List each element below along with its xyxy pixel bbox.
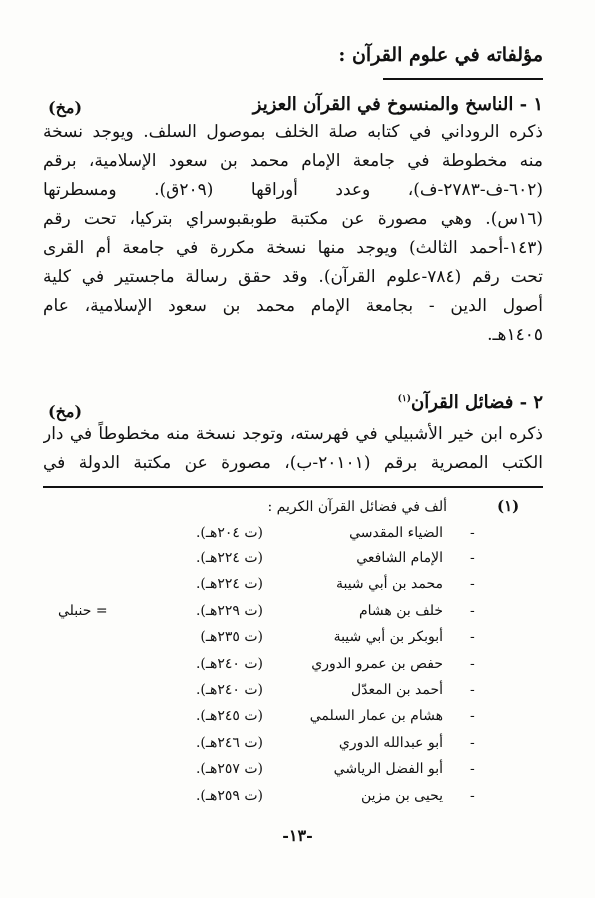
footnote-heading: ألف في فضائل القرآن الكريم :: [267, 499, 447, 515]
entry-name: أبو عبدالله الدوري: [338, 735, 443, 751]
item-2-manuscript-tag: (مخ): [48, 402, 83, 421]
entry-dash: -: [470, 761, 475, 777]
entry-name: الضياء المقدسي: [349, 525, 443, 541]
footnote-entry: [0, 682, 595, 704]
paragraph-line: ذكره الروداني في كتابه صلة الخلف بموصول السلف. ويوجد نسخة: [43, 122, 543, 142]
entry-dash: -: [470, 682, 475, 698]
entry-name: أبوبكر بن أبي شيبة: [333, 629, 443, 645]
entry-death-date: (ت ٢٢٤هـ).: [195, 576, 263, 592]
heading-underline: [383, 78, 543, 80]
entry-death-date: (ت ٢٥٩هـ).: [195, 788, 263, 804]
entry-dash: -: [470, 708, 475, 724]
entry-dash: -: [470, 788, 475, 804]
entry-name: حفص بن عمرو الدوري: [311, 656, 443, 672]
footnote-mark: (١): [497, 497, 520, 515]
paragraph-line: (١٤٣-أحمد الثالث) ويوجد منها نسخة مكررة في جامعة أم القرى: [43, 238, 543, 258]
entry-death-date: (ت ٢٥٧هـ).: [195, 761, 263, 777]
footnote-entry: [0, 629, 595, 651]
entry-name: محمد بن أبي شيبة: [335, 576, 443, 592]
entry-death-date: (ت ٢٣٥هـ): [200, 629, 263, 645]
item-1-title: ١ - الناسخ والمنسوخ في القرآن العزيز: [252, 94, 543, 115]
paragraph-line: أصول الدين - بجامعة الإمام محمد بن سعود الإسلامية، عام: [43, 296, 543, 316]
entry-dash: -: [470, 576, 475, 592]
entry-note: = حنبلي: [58, 603, 108, 619]
paragraph-line: ١٤٠٥هـ.: [487, 325, 543, 345]
footnote-entry: [0, 788, 595, 810]
entry-name: يحيى بن مزين: [360, 788, 443, 804]
paragraph-line: منه مخطوطة في جامعة الإمام محمد بن سعود الإسلامية، برقم: [43, 151, 543, 171]
entry-name: أحمد بن المعدّل: [351, 682, 443, 698]
section-heading: مؤلفاته في علوم القرآن :: [338, 44, 543, 66]
page-number: -١٣-: [282, 826, 313, 845]
footnote-entry: [0, 525, 595, 547]
item-1-manuscript-tag: (مخ): [48, 98, 83, 117]
entry-death-date: (ت ٢٤٥هـ).: [195, 708, 263, 724]
paragraph-line: (١٦س). وهي مصورة عن مكتبة طوبقبوسراي بتركيا، تحت رقم: [43, 209, 543, 229]
footnote-entry: [0, 603, 595, 625]
footnote-entry: [0, 576, 595, 598]
item-1-paragraph: [43, 118, 543, 350]
footnote-entry: [0, 708, 595, 730]
entry-dash: -: [470, 603, 475, 619]
paragraph-line: الكتب المصرية برقم (٢٠١٠١-ب)، مصورة عن مكتبة الدولة في: [43, 453, 543, 473]
entry-name: الإمام الشافعي: [356, 550, 443, 566]
entry-death-date: (ت ٢٤٠هـ).: [195, 682, 263, 698]
footnote-entry: [0, 656, 595, 678]
entry-name: هشام بن عمار السلمي: [309, 708, 443, 724]
entry-death-date: (ت ٢٤٠هـ).: [195, 656, 263, 672]
footnote-entry: [0, 550, 595, 572]
entry-death-date: (ت ٢٢٩هـ).: [195, 603, 263, 619]
entry-dash: -: [470, 735, 475, 751]
item-2-title: [398, 392, 543, 413]
paragraph-line: ذكره ابن خير الأشبيلي في فهرسته، وتوجد نسخة منه مخطوطاً في دار: [43, 424, 543, 444]
entry-dash: -: [470, 550, 475, 566]
footnote-separator: [43, 486, 543, 488]
paragraph-line: تحت رقم (٧٨٤-علوم القرآن). وقد حقق رسالة ماجستير في كلية: [43, 267, 543, 287]
item-2-title-text: ٢ - فضائل القرآن: [410, 392, 543, 413]
footnote-reference: (١): [397, 394, 411, 404]
footnote-entry: [0, 735, 595, 757]
entry-dash: -: [470, 525, 475, 541]
footnote-entry: [0, 761, 595, 783]
entry-death-date: (ت ٢٤٦هـ).: [195, 735, 263, 751]
entry-name: خلف بن هشام: [358, 603, 443, 619]
entry-death-date: (ت ٢٢٤هـ).: [195, 550, 263, 566]
entry-dash: -: [470, 656, 475, 672]
entry-dash: -: [470, 629, 475, 645]
item-2-paragraph: [43, 420, 543, 478]
entry-name: أبو الفضل الرياشي: [333, 761, 443, 777]
entry-death-date: (ت ٢٠٤هـ).: [195, 525, 263, 541]
paragraph-line: (٦٠٢-ف-٢٧٨٣-ف)، وعدد أوراقها (٢٠٩ق). ومسطرتها: [43, 180, 543, 200]
